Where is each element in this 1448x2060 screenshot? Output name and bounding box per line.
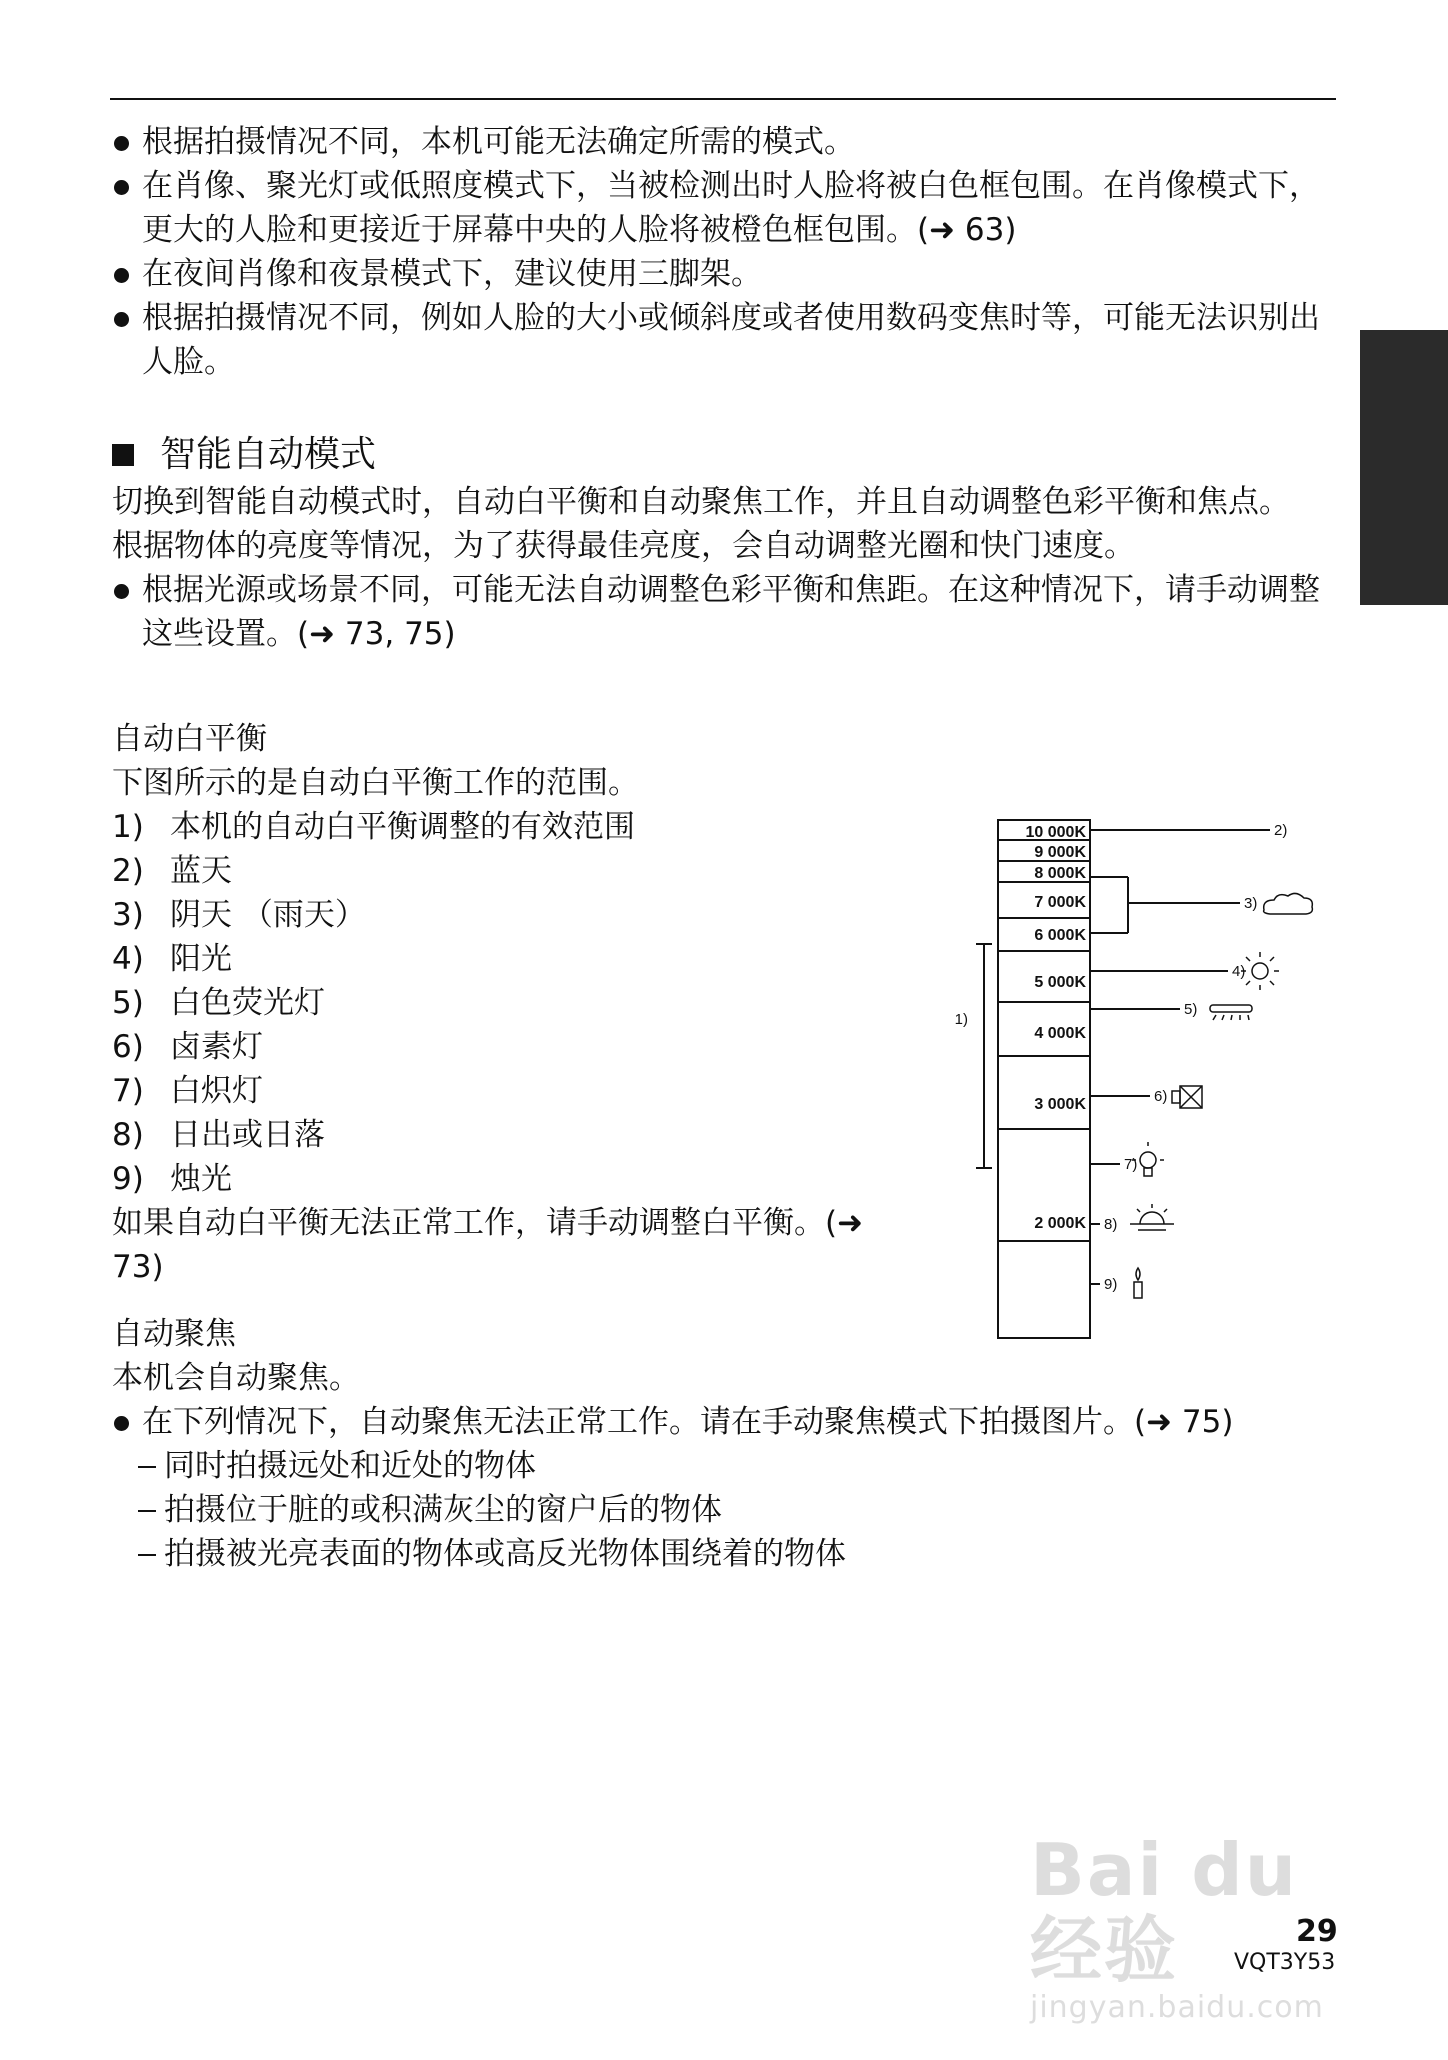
af-intro: 本机会自动聚焦。	[112, 1360, 360, 1396]
wb-list	[112, 805, 872, 1201]
autofocus-section	[112, 1312, 1336, 1576]
wb-note: 如果自动白平衡无法正常工作，请手动调整白平衡。(➜ 73)	[112, 1205, 864, 1285]
section-title: 智能自动模式	[160, 434, 377, 475]
af-dash-item: 拍摄位于脏的或积满灰尘的窗户后的物体	[138, 1488, 1336, 1532]
callout-label: 4)	[1232, 963, 1246, 980]
cloud-icon	[1264, 893, 1313, 914]
callout-label: 7)	[1124, 1156, 1138, 1173]
wb-intro: 下图所示的是自动白平衡工作的范围。	[112, 765, 639, 801]
callout-label: 6)	[1154, 1088, 1168, 1105]
sun-icon	[1241, 952, 1279, 990]
bullet-item: 在夜间肖像和夜景模式下，建议使用三脚架。	[112, 252, 1336, 296]
scale-label: 5 000K	[1034, 974, 1086, 991]
list-item: 6) 卤素灯	[112, 1029, 263, 1065]
callout-label: 2)	[1274, 822, 1288, 839]
wb-range-diagram	[940, 806, 1360, 1346]
candle-icon	[1134, 1268, 1142, 1298]
section-paragraph: 根据物体的亮度等情况，为了获得最佳亮度，会自动调整光圈和快门速度。	[112, 528, 1135, 564]
list-item: 4) 阳光	[112, 941, 232, 977]
af-dash-item: 拍摄被光亮表面的物体或高反光物体围绕着的物体	[138, 1532, 1336, 1576]
list-item: 2) 蓝天	[112, 853, 232, 889]
top-rule	[110, 98, 1336, 100]
halogen-icon	[1172, 1086, 1202, 1108]
white-balance-section	[112, 717, 872, 1289]
section-heading	[112, 430, 376, 480]
scale-label: 6 000K	[1034, 927, 1086, 944]
section-paragraph: 切换到智能自动模式时，自动白平衡和自动聚焦工作，并且自动调整色彩平衡和焦点。	[112, 484, 1290, 520]
af-title: 自动聚焦	[112, 1316, 236, 1352]
document-code: VQT3Y53	[1234, 1950, 1336, 1975]
scale-label: 3 000K	[1034, 1096, 1086, 1113]
callout-label: 1)	[954, 1011, 968, 1028]
section-bullet: 根据光源或场景不同，可能无法自动调整色彩平衡和焦距。在这种情况下，请手动调整这些设置。(➜ 73, 75)	[112, 568, 1336, 656]
bullet-item: 根据拍摄情况不同，本机可能无法确定所需的模式。	[112, 120, 1336, 164]
scale-label: 4 000K	[1034, 1025, 1086, 1042]
baidu-watermark: Bai du 经验 jingyan.baidu.com	[1030, 1828, 1324, 2025]
list-item: 7) 白炽灯	[112, 1073, 263, 1109]
list-item: 3) 阴天 （雨天）	[112, 897, 366, 933]
callout-label: 8)	[1104, 1216, 1118, 1233]
scale-label: 7 000K	[1034, 894, 1086, 911]
scale-label: 2 000K	[1034, 1215, 1086, 1232]
bullet-item: 在肖像、聚光灯或低照度模式下，当被检测出时人脸将被白色框包围。在肖像模式下，更大的人脸和更接近于屏幕中央的人脸将被橙色框包围。(➜ 63)	[112, 164, 1336, 252]
scale-label: 10 000K	[1025, 824, 1086, 841]
page-number: 29	[1296, 1914, 1338, 1949]
list-item: 1) 本机的自动白平衡调整的有效范围	[112, 809, 635, 845]
sunset-icon	[1130, 1204, 1174, 1230]
list-item: 9) 烛光	[112, 1161, 232, 1197]
af-bullet: 在下列情况下，自动聚焦无法正常工作。请在手动聚焦模式下拍摄图片。(➜ 75)	[112, 1400, 1336, 1444]
list-item: 8) 日出或日落	[112, 1117, 325, 1153]
scale-label: 9 000K	[1034, 844, 1086, 861]
scale-label: 8 000K	[1034, 865, 1086, 882]
intelligent-auto-section	[112, 480, 1336, 656]
square-bullet-icon	[112, 444, 134, 466]
section-tab	[1360, 330, 1448, 605]
af-dash-item: 同时拍摄远处和近处的物体	[138, 1444, 1336, 1488]
callout-label: 5)	[1184, 1001, 1198, 1018]
top-bullet-list	[112, 120, 1336, 384]
callout-label: 9)	[1104, 1276, 1118, 1293]
callout-label: 3)	[1244, 895, 1258, 912]
fluorescent-icon	[1210, 1005, 1252, 1020]
wb-title: 自动白平衡	[112, 721, 267, 757]
bullet-item: 根据拍摄情况不同，例如人脸的大小或倾斜度或者使用数码变焦时等，可能无法识别出人脸。	[112, 296, 1336, 384]
list-item: 5) 白色荧光灯	[112, 985, 325, 1021]
